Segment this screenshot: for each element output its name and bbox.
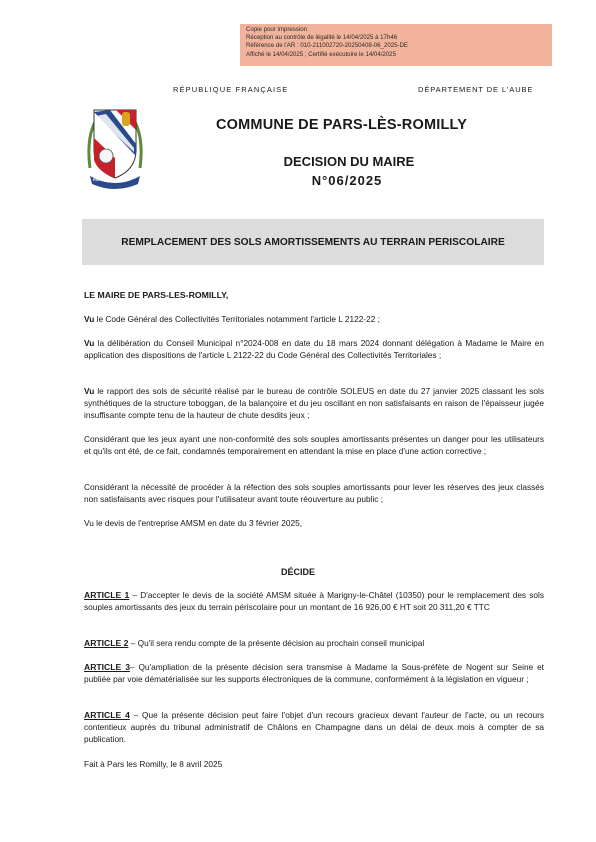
article-1 (84, 589, 544, 613)
stamp-line: Copie pour impression (246, 26, 307, 33)
article-text: – Qu'ampliation de la présente décision sera transmise à Madame la Sous-préfète de Nogent sur Seine et publiée par voie dématérialisée sur les supports électroniques de la commune, conformément à la législation en vigueur ; (84, 662, 544, 685)
signoff: Fait à Pars les Romilly, le 8 avril 2025 (84, 759, 223, 769)
article-3 (84, 661, 544, 685)
commune-title: COMMUNE DE PARS-LÈS-ROMILLY (216, 117, 468, 133)
department-label: DÉPARTEMENT DE L'AUBE (418, 85, 534, 94)
article-text: – Que la présente décision peut faire l'objet d'un recours gracieux devant l'auteur de l'acte, ou un recours contentieux auprès du tribunal administratif de Châlons en Champagne dans un délai de deux mois à compter de sa publication. (84, 710, 544, 745)
considerant-paragraph-1: Considérant que les jeux ayant une non-conformité des sols souples amortissants présentes un danger pour les utilisateurs et qu'ils ont été, de ce fait, condamnés temporairement en attendant la mise en place d'une action corrective ; (84, 434, 544, 457)
vu-text: la délibération du Conseil Municipal n°2024-008 en date du 18 mars 2024 donnant délégation à Madame le Maire en application des dispositions de l'article L 2122-22 du Code Général des Collectivités Territoriales ; (84, 338, 544, 361)
stamp-line: Réception au contrôle de légalité le 14/04/2025 à 17h46 (246, 34, 398, 42)
subject-banner (82, 219, 544, 265)
article-label: ARTICLE 3 (84, 662, 130, 672)
vu-paragraph-1 (84, 313, 544, 325)
considerant-paragraph-2: Considérant la nécessité de procéder à la réfection des sols souples amortissants pour lever les réserves des jeux classés non satisfaisants avec risques pour l'utilisateur avant toute réouverture au public ; (84, 482, 544, 505)
vu-label: Vu (84, 338, 95, 348)
mayor-intro: LE MAIRE DE PARS-LES-ROMILLY, (84, 290, 229, 300)
article-text: – Qu'il sera rendu compte de la présente décision au prochain conseil municipal (128, 638, 425, 648)
stamp-line: Affiché le 14/04/2025 ; Certifié exécutoire le 14/04/2025 (246, 50, 396, 58)
legality-stamp (240, 24, 552, 66)
vu-label: Vu (84, 386, 95, 396)
vu-paragraph-3 (84, 385, 544, 421)
vu-text: le Code Général des Collectivités Territoriales notamment l'article L 2122-22 ; (94, 314, 380, 324)
article-2 (84, 637, 544, 649)
article-label: ARTICLE 2 (84, 638, 129, 648)
vu-text: le rapport des sols de sécurité réalisé par le bureau de contrôle SOLEUS en date du 27 janvier 2025 classant les sols synthétiques de la structure toboggan, de la balançoire et du jeu oscillant en non satisfaisants en raison de l'épaisseur jugée insuffisante compte tenu de la hauteur de chute desdits jeux ; (84, 386, 544, 421)
stamp-line: Référence de l'AR : 010-211002720-20250408-06_2025-DE (246, 42, 408, 50)
subject-title: REMPLACEMENT DES SOLS AMORTISSEMENTS AU TERRAIN PERISCOLAIRE (121, 236, 505, 248)
article-4 (84, 709, 544, 745)
vu-label: Vu (84, 314, 95, 324)
article-label: ARTICLE 4 (84, 710, 130, 720)
coat-motto: PARS-LES-ROMILLY (93, 178, 130, 182)
decision-number: N°06/2025 (311, 173, 383, 188)
vu-paragraph-4: Vu le devis de l'entreprise AMSM en date du 3 février 2025, (84, 518, 303, 528)
decision-title: DECISION DU MAIRE (283, 154, 415, 169)
decide-heading: DÉCIDE (280, 567, 315, 577)
republic-label: RÉPUBLIQUE FRANÇAISE (173, 85, 289, 94)
article-label: ARTICLE 1 (84, 590, 130, 600)
vu-paragraph-2 (84, 337, 544, 361)
article-text: – D'accepter le devis de la société AMSM située à Marigny-le-Châtel (10350) pour le remplacement des sols souples amortissants des jeux du terrain périscolaire pour un montant de 16 926,00 € HT soit 20 311,20 € TTC (84, 590, 545, 613)
